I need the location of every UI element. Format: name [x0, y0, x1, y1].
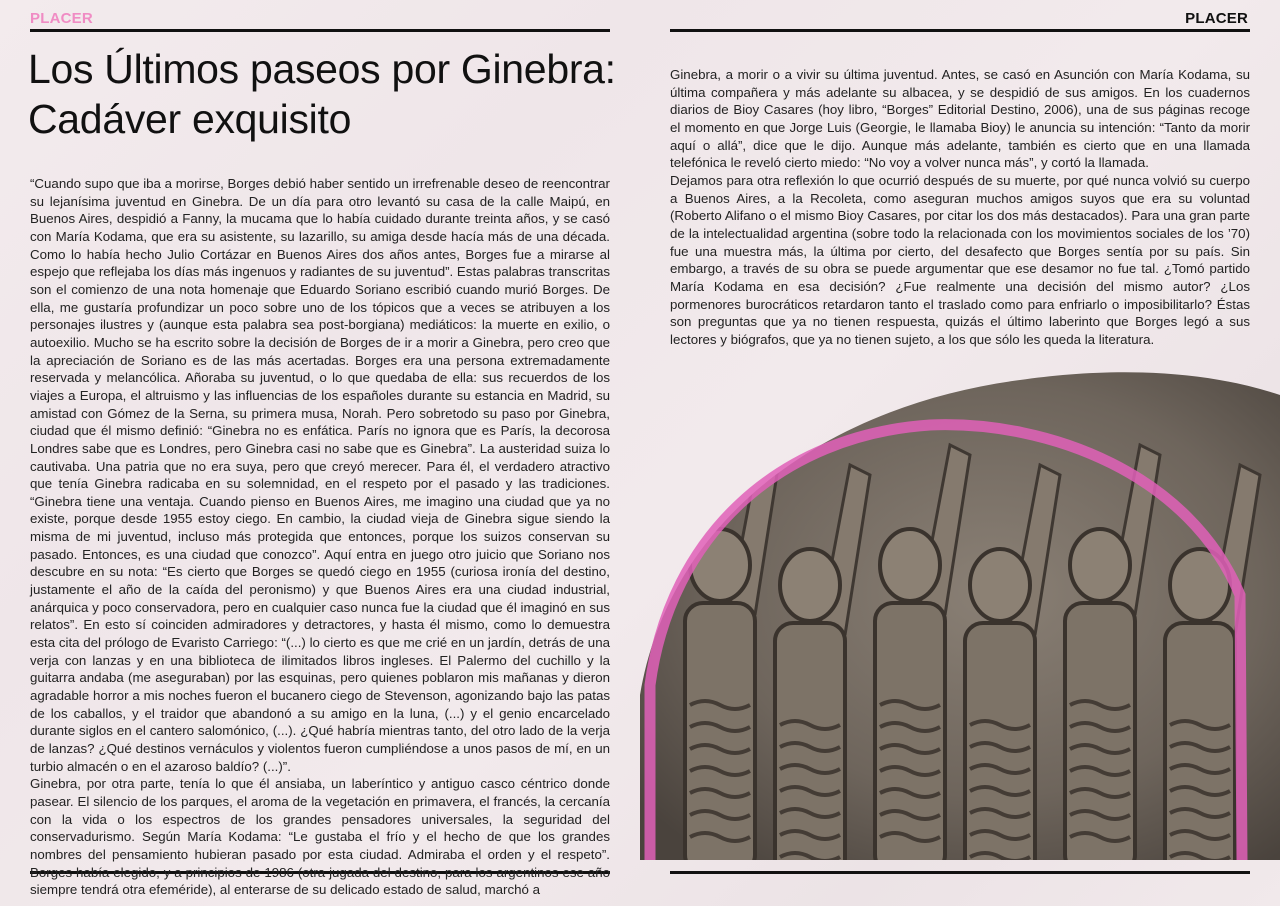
right-column-text — [670, 66, 1250, 349]
paragraph: Ginebra, por otra parte, tenía lo que él ansiaba, un laberíntico y antiguo casco céntrico donde pasear. El silencio de los parques, el aroma de la vegetación en primavera, el francés, la cercanía con la vida o los espectros de los grandes pensadores universales, la seguridad del conservadurismo. Según María Kodama: “Le gustaba el frío y el hecho de que los grandes nombres del pensamiento hubieran pasado por esta ciudad. Admiraba el orden y el respeto”. Borges había elegido, y a principios de 1986 (otra jugada del destino, para los argentinos ese año siempre tendrá otra efeméride), al enterarse de su delicado estado de salud, marchó a — [30, 776, 610, 898]
top-rule-left — [30, 29, 610, 32]
article-title — [28, 44, 616, 144]
left-column-text — [30, 175, 610, 899]
title-line-1: Los Últimos paseos por Ginebra: — [28, 46, 616, 92]
paragraph: Ginebra, a morir o a vivir su última juventud. Antes, se casó en Asunción con María Kodama, su última compañera y más adelante su albacea, y se despidió de sus amigos. En los cuadernos diarios de Bioy Casares (hoy libro, “Borges” Editorial Destino, 2006), una de sus páginas recoge el momento en que Jorge Luis (Georgie, le llamaba Bioy) le anuncia su intención: “Tanto da morir aquí o allá”, dice que le dijo. Aunque más adelante, también es cierto que en una llamada telefónica le reveló cierto miedo: “No voy a volver nunca más”, y cortó la llamada. — [670, 67, 1250, 171]
stone-relief-image — [630, 365, 1280, 865]
paragraph: Dejamos para otra reflexión lo que ocurrió después de su muerte, por qué nunca volvió su cuerpo a Buenos Aires, a la Recoleta, como aseguran muchos amigos suyos que era su voluntad (Roberto Alifano o el mismo Bioy Casares, por citar los dos más destacados). Para una gran parte de la intelectualidad argentina (sobre todo la relacionada con los movimientos sociales de los ’70) fue una muestra más, la última por cierto, del desafecto que Borges sentía por su país. Sin embargo, a través de su obra se puede argumentar que ese desamor no fue tal. ¿Tomó partido María Kodama en esa decisión? ¿Fue realmente una decisión del mismo autor? ¿Los pormenores burocráticos retardaron tanto el traslado como para enfriarlo o imposibilitarlo? Éstas son preguntas que ya no tienen respuesta, quizás el último laberinto que Borges legó a sus lectores y biógrafos, que ya no tienen sujeto, a los que sólo les queda la literatura. — [670, 172, 1250, 347]
paragraph: “Cuando supo que iba a morirse, Borges debió haber sentido un irrefrenable deseo de reencontrar su lejanísima juventud en Ginebra. De un día para otro levantó su casa de la calle Maipú, en Buenos Aires, despidió a Fanny, la mucama que lo había cuidado durante treinta años, y se casó con María Kodama, que era su asistente, su lazarillo, su amiga desde hacía más de una década. Como lo había hecho Julio Cortázar en Buenos Aires dos años antes, Borges fue a mirarse al espejo que reflejaba los días más ingenuos y radiantes de su juventud”. Estas palabras transcritas son el comienzo de una nota homenaje que Eduardo Soriano escribió cuando murió Borges. De ella, me gustaría profundizar un poco sobre uno de los tópicos que a veces se atribuyen a los personajes ilustres y (aunque esta palabra sea post-borgiana) mediáticos: la muerte en exilio, o autoexilio. Mucho se ha escrito sobre la decisión de Borges de ir a morir a Ginebra, pero creo que la apreciación de Soriano es de las más acertadas. Borges era una persona extremadamente reservada y melancólica. Añoraba su juventud, o lo que quedaba de ella: sus recuerdos de los viajes a Europa, el altruismo y las influencias de los españoles durante su estancia en Madrid, su amistad con Gómez de la Serna, su primera musa, Norah. Pero sobretodo su paso por Ginebra, ciudad que él mismo definió: “Ginebra no es enfática. París no ignora que es París, la decorosa Londres sabe que es Londres, pero Ginebra casi no sabe que es Ginebra”. La austeridad suiza lo cautivaba. Una patria que no era suya, pero que creyó merecer. Para él, el verdadero atractivo que tenía Ginebra radicaba en su solemnidad, en el respeto por el pasado y las tradiciones. “Ginebra tiene una ventaja. Cuando pienso en Buenos Aires, me imagino una ciudad que ya no existe, porque desde 1955 estoy ciego. En cambio, la ciudad vieja de Ginebra sigue siendo la misma de mi juventud, incluso más protegida que entonces, porque los suizos conservan su pasado. Entonces, es una ciudad que conozco”. Aquí entra en juego otro juicio que Soriano nos descubre en su nota: “Es cierto que Borges se quedó ciego en 1955 (curiosa ironía del destino, justamente el año de la caída del peronismo) y que Buenos Aires era una ciudad industrial, anárquica y poco conservadora, pero en cualquier caso nunca fue la ciudad que él imaginó en sus relatos”. En esto sí coinciden admiradores y detractores, y hasta él mismo, como lo demuestra esta cita del prólogo de Evaristo Carriego: “(...) lo cierto es que me crié en un jardín, detrás de una verja con lanzas y en una biblioteca de ilimitados libros ingleses. El Palermo del cuchillo y la guitarra andaba (me aseguraban) por las esquinas, pero quienes poblaron mis mañanas y dieron agradable horror a mis noches fueron el bucanero ciego de Stevenson, agonizando bajo las patas de los caballos, y el traidor que abandonó a su amigo en la luna, (...) y el genio encarcelado durante siglos en el cantero salomónico, (...). ¿Qué habría mientras tanto, del otro lado de la verja de lanzas? ¿Qué destinos vernáculos y violentos fueron cumpliéndose a unos pasos de mí, en un turbio almacén o en el azaroso baldío? (...)”. — [30, 176, 610, 774]
title-line-2: Cadáver exquisito — [28, 96, 352, 142]
bottom-rule-right — [670, 871, 1250, 874]
section-tag-right: PLACER — [1185, 10, 1248, 27]
section-tag-left: PLACER — [30, 10, 93, 27]
top-rule-right — [670, 29, 1250, 32]
